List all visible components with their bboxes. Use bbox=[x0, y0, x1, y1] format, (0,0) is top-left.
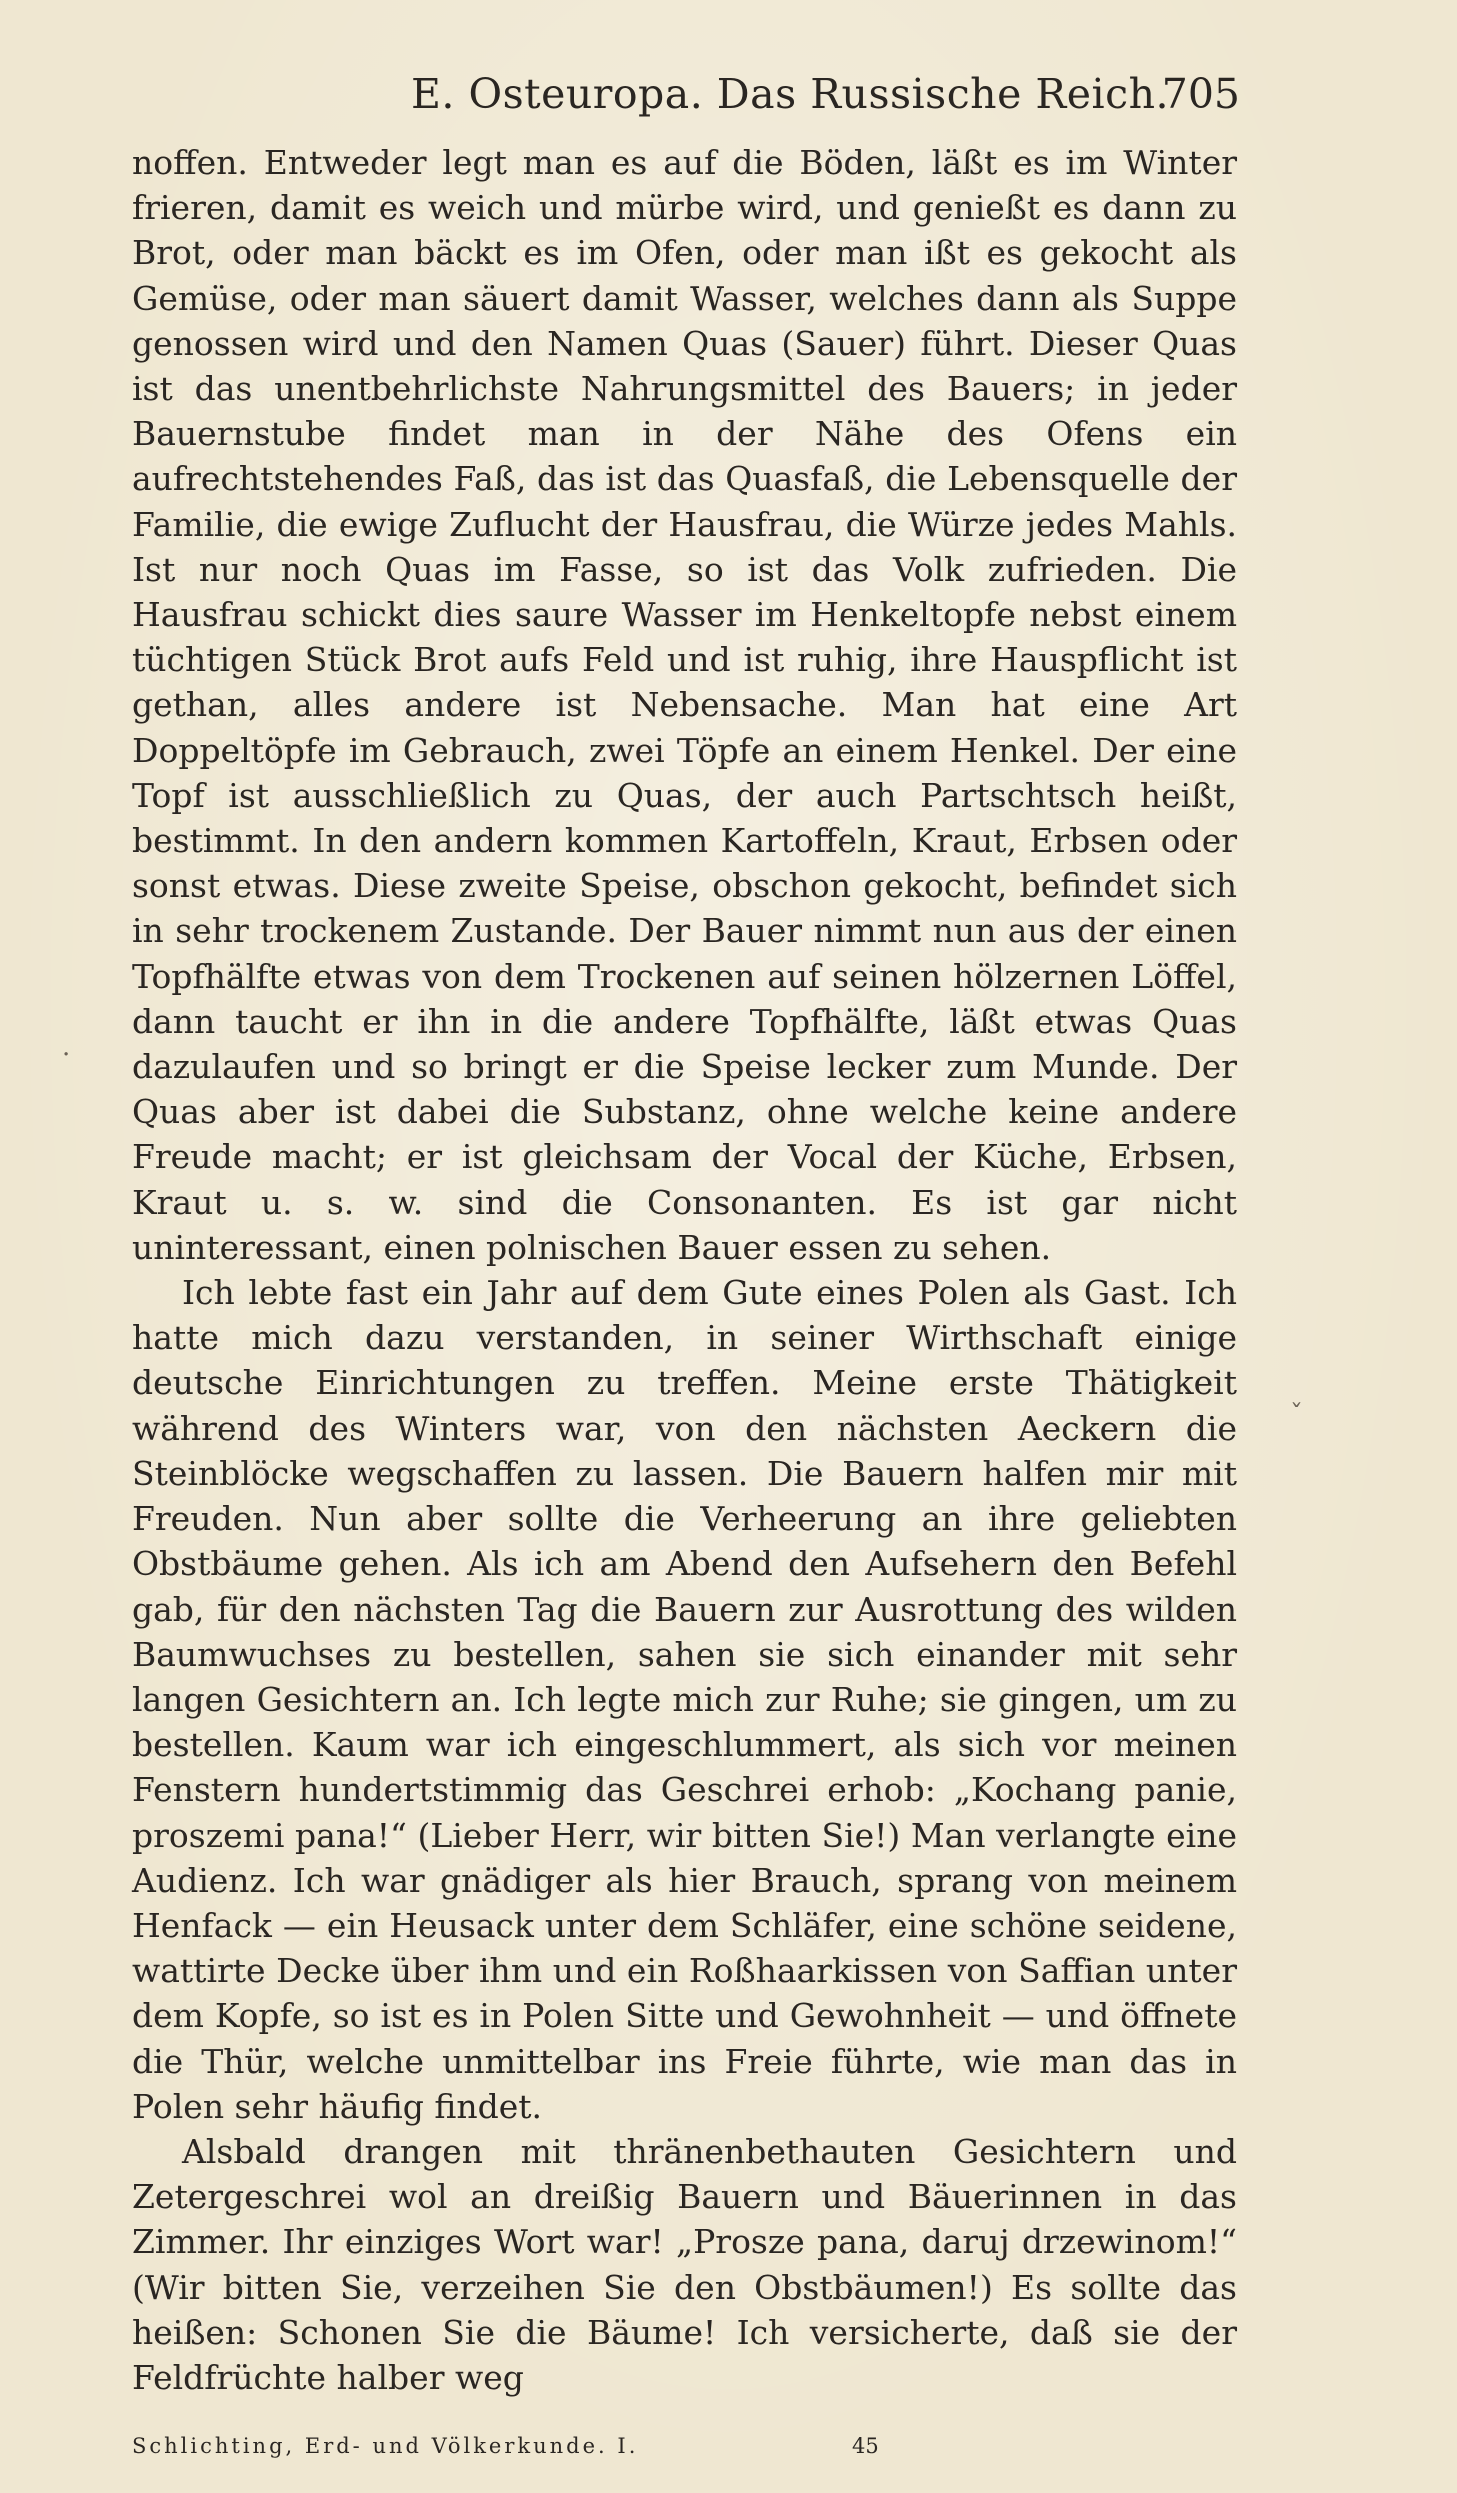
body-text bbox=[132, 140, 1237, 2400]
page-footer bbox=[132, 2434, 1237, 2468]
paragraph-1: noffen. Entweder legt man es auf die Böden, läßt es im Winter frieren, damit es weich und mürbe wird, und genießt es dann zu Brot, oder man bäckt es im Ofen, oder man ißt es gekocht als Gemüse, oder man säuert damit Wasser, welches dann als Suppe genossen wird und den Namen Quas (Sauer) führt. Dieser Quas ist das unentbehrlichste Nahrungsmittel des Bauers; in jeder Bauernstube findet man in der Nähe des Ofens ein aufrechtstehendes Faß, das ist das Quasfaß, die Lebensquelle der Familie, die ewige Zuflucht der Hausfrau, die Würze jedes Mahls. Ist nur noch Quas im Fasse, so ist das Volk zufrieden. Die Hausfrau schickt dies saure Wasser im Henkeltopfe nebst einem tüchtigen Stück Brot aufs Feld und ist ruhig, ihre Hauspflicht ist gethan, alles andere ist Nebensache. Man hat eine Art Doppeltöpfe im Gebrauch, zwei Töpfe an einem Henkel. Der eine Topf ist ausschließlich zu Quas, der auch Partschtsch heißt, bestimmt. In den andern kommen Kartoffeln, Kraut, Erbsen oder sonst etwas. Diese zweite Speise, obschon gekocht, befindet sich in sehr trockenem Zustande. Der Bauer nimmt nun aus der einen Topfhälfte etwas von dem Trockenen auf seinen hölzernen Löffel, dann taucht er ihn in die andere Topfhälfte, läßt etwas Quas dazulaufen und so bringt er die Speise lecker zum Munde. Der Quas aber ist dabei die Substanz, ohne welche keine andere Freude macht; er ist gleichsam der Vocal der Küche, Erbsen, Kraut u. s. w. sind die Consonanten. Es ist gar nicht uninteressant, einen polnischen Bauer essen zu sehen. bbox=[132, 143, 1237, 1267]
signature-line: Schlichting, Erd- und Völkerkunde. I. bbox=[132, 2434, 639, 2458]
sheet-number: 45 bbox=[852, 2434, 879, 2458]
running-header bbox=[140, 70, 1240, 130]
running-title: E. Osteuropa. Das Russische Reich. bbox=[410, 70, 1170, 118]
paragraph-3: Alsbald drangen mit thränenbethauten Gesichtern und Zetergeschrei wol an dreißig Bauern und Bäuerinnen in das Zimmer. Ihr einziges Wort war! „Prosze pana, daruj drzewinom!“ (Wir bitten Sie, verzeihen Sie den Obstbäumen!) Es sollte das heißen: Schonen Sie die Bäume! Ich versicherte, daß sie der Feldfrüchte halber weg bbox=[132, 2131, 1237, 2397]
margin-tick-mark: ˇ bbox=[1290, 1400, 1303, 1430]
page-number: 705 bbox=[1161, 70, 1240, 118]
paragraph-2: Ich lebte fast ein Jahr auf dem Gute eines Polen als Gast. Ich hatte mich dazu verstanden, in seiner Wirthschaft einige deutsche Einrichtungen zu treffen. Meine erste Thätigkeit während des Winters war, von den nächsten Aeckern die Steinblöcke wegschaffen zu lassen. Die Bauern halfen mir mit Freuden. Nun aber sollte die Verheerung an ihre geliebten Obstbäume gehen. Als ich am Abend den Aufsehern den Befehl gab, für den nächsten Tag die Bauern zur Ausrottung des wilden Baumwuchses zu bestellen, sahen sie sich einander mit sehr langen Gesichtern an. Ich legte mich zur Ruhe; sie gingen, um zu bestellen. Kaum war ich eingeschlummert, als sich vor meinen Fenstern hundertstimmig das Geschrei erhob: „Kochang panie, proszemi pana!“ (Lieber Herr, wir bitten Sie!) Man verlangte eine Audienz. Ich war gnädiger als hier Brauch, sprang von meinem Henfack — ein Heusack unter dem Schläfer, eine schöne seidene, wattirte Decke über ihm und ein Roßhaarkissen von Saffian unter dem Kopfe, so ist es in Polen Sitte und Gewohnheit — und öffnete die Thür, welche unmittelbar ins Freie führte, wie man das in Polen sehr häufig findet. bbox=[132, 1273, 1237, 2126]
margin-dot-mark: · bbox=[62, 1040, 71, 1070]
